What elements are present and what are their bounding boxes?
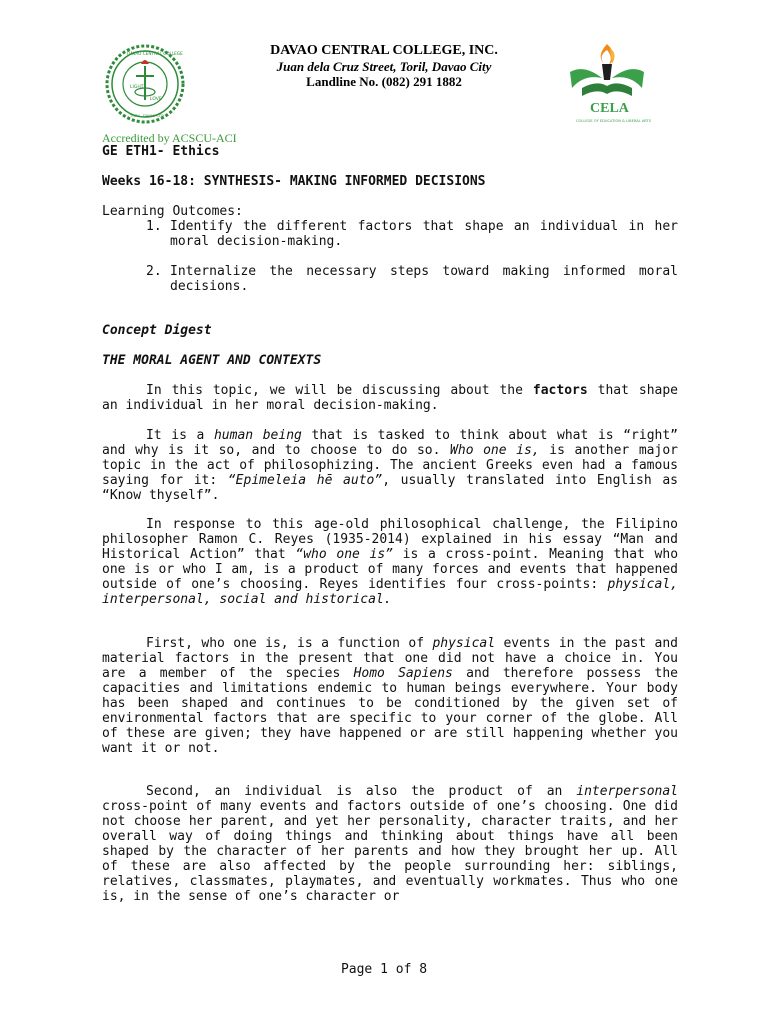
- paragraph-text: is another major topic in the act of philosophizing. The ancient Greeks even had a famous saying for it:: [102, 443, 678, 488]
- paragraph-emphasis: Who one is,: [450, 443, 540, 458]
- learning-outcomes-list: [146, 219, 678, 294]
- paragraph-emphasis: physical: [432, 636, 496, 651]
- document-header: [0, 42, 768, 142]
- paragraph-3: [102, 517, 678, 607]
- seal-text-top: DAVAO CENTRAL COLLEGE: [127, 51, 183, 56]
- list-item-number: 2.: [146, 264, 162, 279]
- paragraph-text: In response to this age-old philosophical challenge, the Filipino philosopher Ramon C. Reyes (1935-2014) explained in his essay “Man and Historical Action” that: [102, 517, 678, 562]
- seal-text-bottom: TORIL, DAVAO CITY: [130, 114, 165, 118]
- list-item: [146, 264, 678, 294]
- paragraph-text: cross-point of many events and factors outside of one’s choosing. One did not choose her parent, and yet her personality, character traits, and her overall way of doing things and thinking about things have all been shaped by the character of her parents and how they brought her up. All of these are also affected by the people surrounding her: siblings, relatives, classmates, playmates, and eventually workmates. Thus who one is, in the sense of one’s character or: [102, 799, 678, 904]
- paragraph-text: , usually translated into English as “Know thyself”.: [102, 473, 679, 503]
- paragraph-emphasis: interpersonal: [576, 784, 678, 799]
- paragraph-text: It is a: [146, 428, 214, 443]
- paragraph-emphasis: physical, interpersonal, social and historical.: [102, 577, 678, 607]
- cela-logo: [562, 42, 652, 128]
- paragraph-2: [102, 428, 678, 503]
- paragraph-text: and therefore possess the capacities and limitations endemic to human beings everywhere. Your body has been shaped and continues to be conditioned by the given set of environmental factors that are specific to your corner of the globe. All of these are given; they have happened or are still happening whether you want it or not.: [102, 666, 678, 756]
- section-heading: THE MORAL AGENT AND CONTEXTS: [102, 353, 322, 368]
- paragraph-emphasis: “who one is”: [295, 547, 394, 562]
- accreditation-note: Accredited by ACSCU-ACI: [102, 131, 237, 145]
- concept-digest-heading: Concept Digest: [102, 323, 212, 338]
- paragraph-emphasis: factors: [532, 383, 588, 398]
- list-item-text: Internalize the necessary steps toward making informed moral decisions.: [170, 264, 678, 294]
- school-landline: Landline No. (082) 291 1882: [306, 74, 462, 89]
- paragraph-text: Second, an individual is also the product of an: [146, 784, 577, 799]
- paragraph-emphasis: “Epimeleia hē auto”: [227, 473, 383, 488]
- paragraph-4: [102, 636, 678, 756]
- paragraph-text: that is tasked to think about what is “right” and why is it so, and to choose to do so.: [102, 428, 678, 458]
- paragraph-1: [102, 383, 678, 413]
- list-item: [146, 219, 678, 249]
- paragraph-emphasis: human being: [213, 428, 302, 443]
- learning-outcomes-label: Learning Outcomes:: [102, 204, 243, 219]
- paragraph-text: is a cross-point. Meaning that who one is or who I am, is a product of many forces and events that happened outside of one’s choosing. Reyes identifies four cross-points:: [102, 547, 679, 592]
- list-item-number: 1.: [146, 219, 162, 234]
- weeks-title: Weeks 16-18: SYNTHESIS- MAKING INFORMED DECISIONS: [102, 174, 486, 189]
- page-number: Page 1 of 8: [340, 962, 428, 977]
- cela-logo-text: CELA: [590, 101, 629, 116]
- paragraph-emphasis: Homo Sapiens: [353, 666, 453, 681]
- list-item-text: Identify the different factors that shape an individual in her moral decision-making.: [170, 219, 678, 249]
- course-code: GE ETH1- Ethics: [102, 144, 220, 159]
- seal-motto-left: LIGHT: [130, 85, 144, 90]
- seal-motto-right: LOVE: [150, 97, 162, 102]
- school-name: DAVAO CENTRAL COLLEGE, INC.: [270, 43, 498, 58]
- paragraph-5: [102, 784, 678, 904]
- school-address: Juan dela Cruz Street, Toril, Davao City: [276, 59, 492, 74]
- paragraph-text: First, who one is, is a function of: [146, 636, 433, 651]
- cela-logo-subtext: COLLEGE OF EDUCATION & LIBERAL ARTS: [576, 119, 651, 123]
- paragraph-text: In this topic, we will be discussing about the: [146, 383, 533, 398]
- paragraph-text: that shape an individual in her moral decision-making.: [102, 383, 679, 413]
- college-seal-logo: [105, 42, 185, 126]
- paragraph-text: events in the past and material factors in the present that one did not have a choice in. You are a member of the species: [102, 636, 678, 681]
